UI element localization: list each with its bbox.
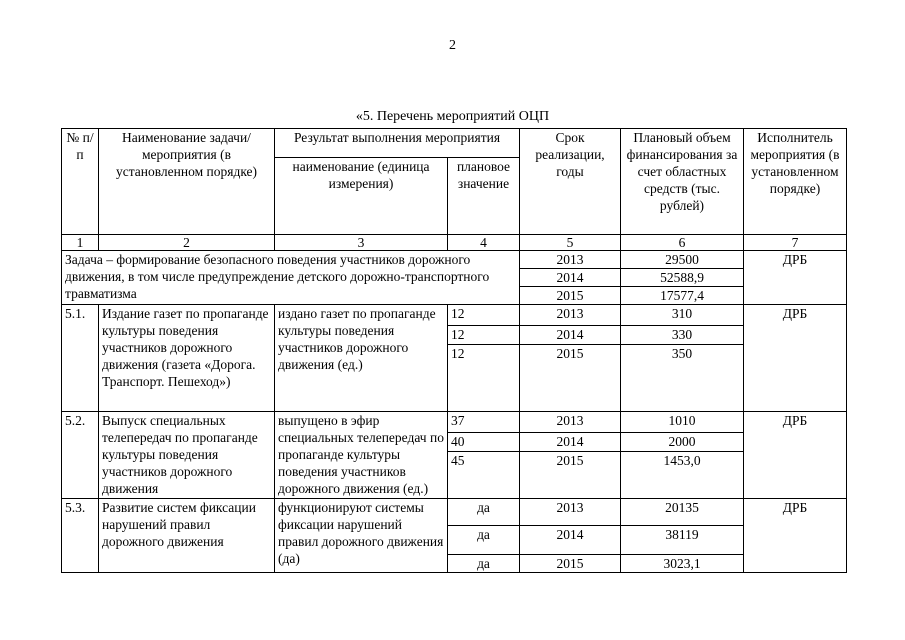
header-volume: Плановый объем финансирования за счет областных средств (тыс. рублей): [621, 129, 744, 235]
page-number: 2: [449, 38, 456, 53]
measure-result: выпущено в эфир специальных телепередач по пропаганде культуры поведения участников дорожного движения (ед.): [275, 412, 448, 499]
measure-amount: 38119: [621, 526, 744, 555]
task-amount: 17577,4: [621, 287, 744, 305]
measure-year: 2014: [520, 433, 621, 452]
col-number: 2: [99, 235, 275, 251]
measure-name: Выпуск специальных телепередач по пропаганде культуры поведения участников дорожного движения: [99, 412, 275, 499]
measure-executor: ДРБ: [744, 412, 847, 499]
measure-value: да: [448, 555, 520, 573]
header-result-name: наименование (единица измерения): [275, 158, 448, 235]
measure-num: 5.1.: [62, 305, 99, 412]
measure-year: 2014: [520, 526, 621, 555]
col-number: 1: [62, 235, 99, 251]
measure-amount: 3023,1: [621, 555, 744, 573]
task-amount: 29500: [621, 251, 744, 269]
col-number: 4: [448, 235, 520, 251]
col-number: 7: [744, 235, 847, 251]
header-num: № п/п: [62, 129, 99, 235]
col-number: 5: [520, 235, 621, 251]
measure-num: 5.2.: [62, 412, 99, 499]
table-title: «5. Перечень мероприятий ОЦП: [355, 109, 550, 124]
measure-amount: 1010: [621, 412, 744, 433]
measure-result: издано газет по пропаганде культуры поведения участников дорожного движения (ед.): [275, 305, 448, 412]
task-amount: 52588,9: [621, 269, 744, 287]
measure-amount: 20135: [621, 499, 744, 526]
task-year: 2014: [520, 269, 621, 287]
measure-value: 40: [448, 433, 520, 452]
measure-executor: ДРБ: [744, 499, 847, 573]
measure-amount: 1453,0: [621, 452, 744, 499]
measure-value: 12: [448, 326, 520, 345]
col-number: 6: [621, 235, 744, 251]
measure-name: Издание газет по пропаганде культуры поведения участников дорожного движения (газета «Дорога. Транспорт. Пешеход»): [99, 305, 275, 412]
measure-amount: 310: [621, 305, 744, 326]
task-executor: ДРБ: [744, 251, 847, 305]
task-year: 2015: [520, 287, 621, 305]
measure-value: да: [448, 499, 520, 526]
measure-year: 2015: [520, 555, 621, 573]
measure-year: 2013: [520, 305, 621, 326]
measure-value: 12: [448, 345, 520, 412]
task-year: 2013: [520, 251, 621, 269]
measure-amount: 2000: [621, 433, 744, 452]
measure-value: 37: [448, 412, 520, 433]
header-result: Результат выполнения мероприятия: [275, 129, 520, 158]
task-text: Задача – формирование безопасного поведения участников дорожного движения, в том числе предупреждение детского дорожно-транспортного травматизма: [62, 251, 520, 305]
measure-year: 2015: [520, 345, 621, 412]
header-executor: Исполнитель мероприятия (в установленном порядке): [744, 129, 847, 235]
measure-amount: 330: [621, 326, 744, 345]
measures-table: [61, 128, 847, 573]
header-name: Наименование задачи/мероприятия (в установленном порядке): [99, 129, 275, 235]
measure-amount: 350: [621, 345, 744, 412]
measure-result: функционируют системы фиксации нарушений правил дорожного движения (да): [275, 499, 448, 573]
measure-value: 45: [448, 452, 520, 499]
measure-executor: ДРБ: [744, 305, 847, 412]
header-result-value: плановое значение: [448, 158, 520, 235]
measure-value: да: [448, 526, 520, 555]
measure-year: 2013: [520, 499, 621, 526]
measure-value: 12: [448, 305, 520, 326]
measure-num: 5.3.: [62, 499, 99, 573]
measure-year: 2014: [520, 326, 621, 345]
header-term: Срок реализации, годы: [520, 129, 621, 235]
col-number: 3: [275, 235, 448, 251]
measure-year: 2013: [520, 412, 621, 433]
measure-name: Развитие систем фиксации нарушений правил дорожного движения: [99, 499, 275, 573]
measure-year: 2015: [520, 452, 621, 499]
